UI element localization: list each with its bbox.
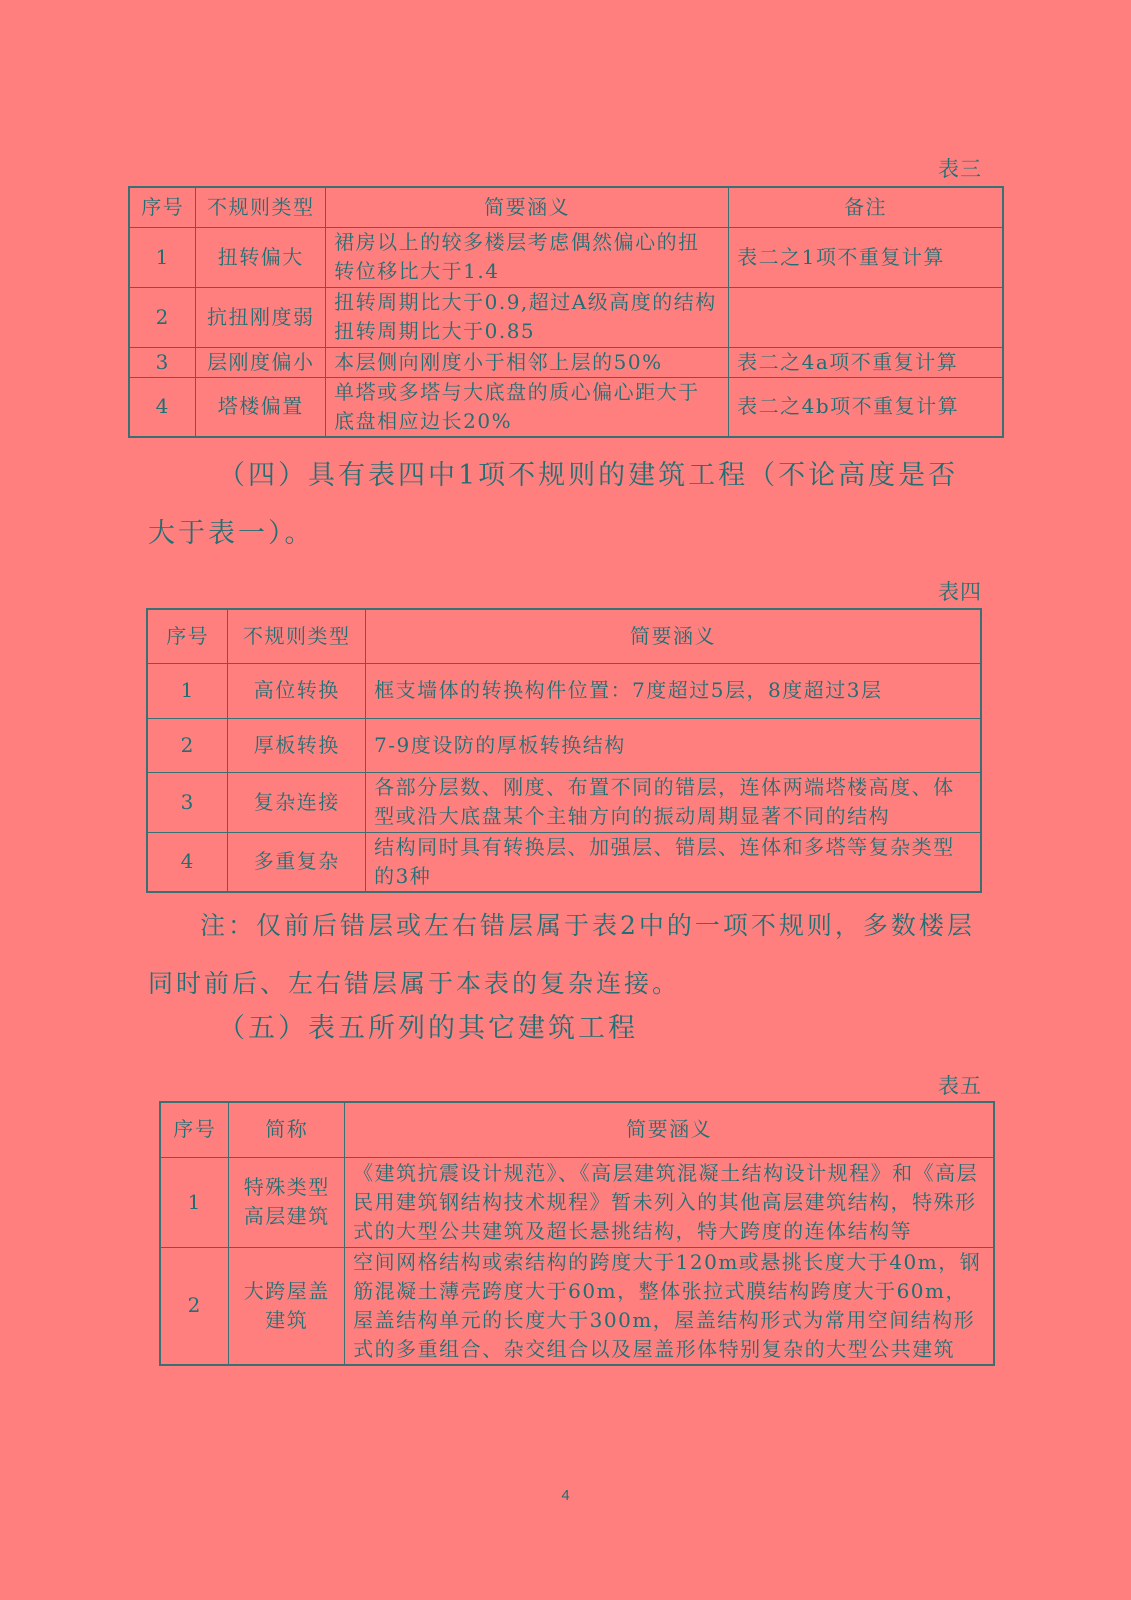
table-row	[129, 377, 1003, 437]
table-cell: 表二之4b项不重复计算	[729, 377, 1003, 437]
table-cell: 2	[147, 718, 228, 772]
table-cell: 结构同时具有转换层、加强层、错层、连体和多塔等复杂类型的3种	[366, 832, 981, 892]
table3-label: 表三	[938, 157, 982, 181]
table-cell: 1	[129, 227, 196, 287]
table-cell: 《建筑抗震设计规范》、《高层建筑混凝土结构设计规程》和《高层民用建筑钢结构技术规程》暂未列入的其他高层建筑结构，特殊形式的大型公共建筑及超长悬挑结构，特大跨度的连体结构等	[345, 1157, 994, 1247]
table5-header-cell: 简要涵义	[345, 1102, 994, 1157]
table3-header-cell: 序号	[129, 187, 196, 227]
table-row	[129, 287, 1003, 347]
table-cell: 复杂连接	[228, 772, 366, 832]
section-4-paragraph: （四）具有表四中1项不规则的建筑工程（不论高度是否大于表一）。	[148, 460, 959, 549]
table-cell: 抗扭刚度弱	[196, 287, 326, 347]
table3-header-row	[129, 187, 1003, 227]
table-cell: 大跨屋盖建筑	[229, 1247, 345, 1365]
table-cell: 扭转周期比大于0.9,超过A级高度的结构扭转周期比大于0.85	[326, 287, 729, 347]
table-cell: 多重复杂	[228, 832, 366, 892]
table4-header-cell: 序号	[147, 609, 228, 663]
table-cell: 本层侧向刚度小于相邻上层的50%	[326, 347, 729, 377]
table-cell: 塔楼偏置	[196, 377, 326, 437]
table-cell: 扭转偏大	[196, 227, 326, 287]
table-cell: 3	[129, 347, 196, 377]
table-cell: 2	[129, 287, 196, 347]
table3-header-cell: 不规则类型	[196, 187, 326, 227]
table-cell: 1	[147, 663, 228, 718]
table-row	[147, 832, 981, 892]
table3-header-cell: 简要涵义	[326, 187, 729, 227]
table-cell: 厚板转换	[228, 718, 366, 772]
table3-header-cell: 备注	[729, 187, 1003, 227]
table-cell: 层刚度偏小	[196, 347, 326, 377]
table-row	[160, 1157, 994, 1247]
table-cell: 1	[160, 1157, 229, 1247]
table-cell	[729, 287, 1003, 347]
table-cell: 裙房以上的较多楼层考虑偶然偏心的扭转位移比大于1.4	[326, 227, 729, 287]
table3	[128, 186, 1004, 438]
section-5-paragraph: （五）表五所列的其它建筑工程	[218, 1013, 638, 1044]
table5-label: 表五	[938, 1074, 982, 1098]
table5-header-row	[160, 1102, 994, 1157]
table-cell: 3	[147, 772, 228, 832]
table5	[159, 1101, 995, 1366]
table4-header-row	[147, 609, 981, 663]
table5-header-cell: 简称	[229, 1102, 345, 1157]
table-cell: 空间网格结构或索结构的跨度大于120m或悬挑长度大于40m，钢筋混凝土薄壳跨度大于60m，整体张拉式膜结构跨度大于60m，屋盖结构单元的长度大于300m，屋盖结构形式为常用空间结构形式的多重组合、杂交组合以及屋盖形体特别复杂的大型公共建筑	[345, 1247, 994, 1365]
table4-header-cell: 简要涵义	[366, 609, 981, 663]
table-cell: 高位转换	[228, 663, 366, 718]
table-row	[160, 1247, 994, 1365]
table-row	[129, 227, 1003, 287]
note-paragraph: 注：仅前后错层或左右错层属于表2中的一项不规则，多数楼层同时前后、左右错层属于本表的复杂连接。	[148, 911, 975, 998]
table-cell: 各部分层数、刚度、布置不同的错层，连体两端塔楼高度、体型或沿大底盘某个主轴方向的振动周期显著不同的结构	[366, 772, 981, 832]
table-cell: 4	[147, 832, 228, 892]
page-number: 4	[561, 1487, 570, 1504]
table-cell: 7-9度设防的厚板转换结构	[366, 718, 981, 772]
table-row	[147, 772, 981, 832]
table-row	[147, 663, 981, 718]
table-cell: 表二之4a项不重复计算	[729, 347, 1003, 377]
table-row	[129, 347, 1003, 377]
table5-header-cell: 序号	[160, 1102, 229, 1157]
table-cell: 表二之1项不重复计算	[729, 227, 1003, 287]
table-cell: 特殊类型高层建筑	[229, 1157, 345, 1247]
table4-label: 表四	[938, 580, 982, 604]
table4	[146, 608, 982, 893]
table-cell: 单塔或多塔与大底盘的质心偏心距大于底盘相应边长20%	[326, 377, 729, 437]
table-cell: 2	[160, 1247, 229, 1365]
table-cell: 4	[129, 377, 196, 437]
table4-header-cell: 不规则类型	[228, 609, 366, 663]
table-cell: 框支墙体的转换构件位置：7度超过5层，8度超过3层	[366, 663, 981, 718]
table-row	[147, 718, 981, 772]
